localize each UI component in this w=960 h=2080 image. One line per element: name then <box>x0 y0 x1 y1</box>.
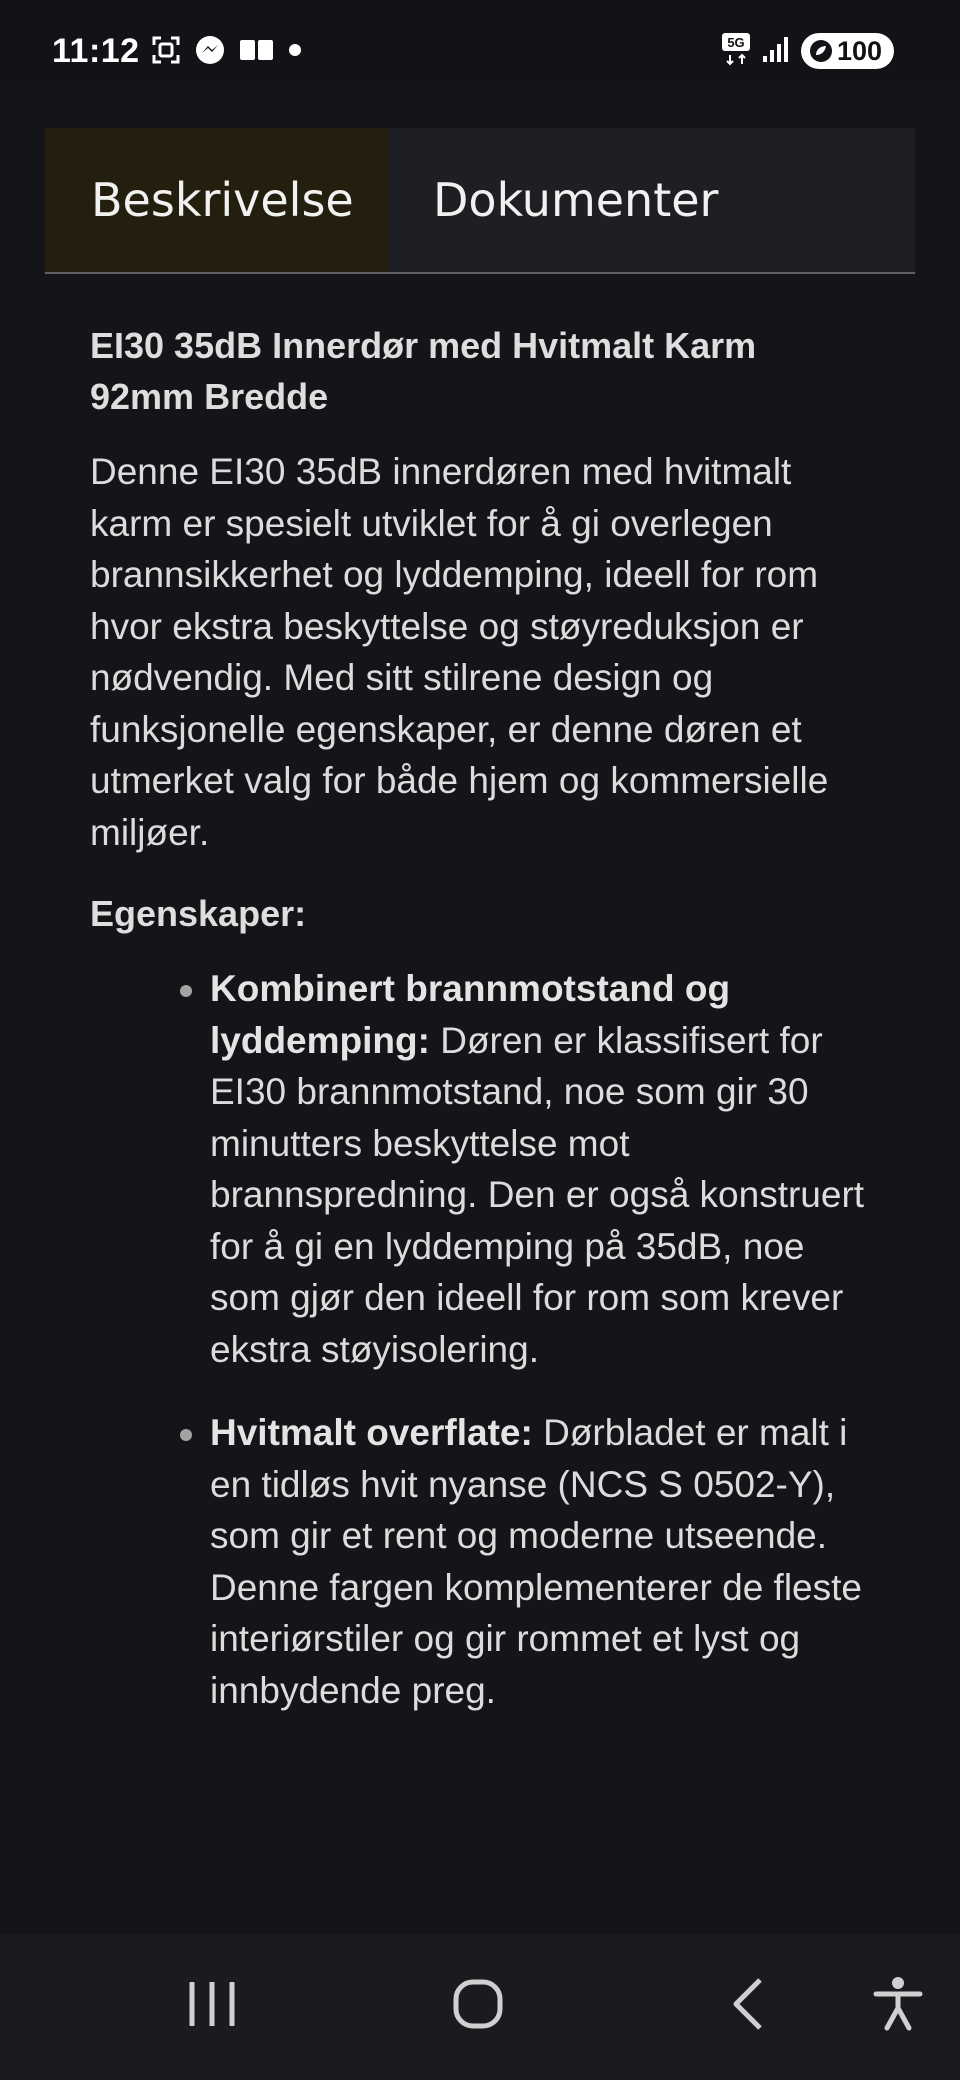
home-icon[interactable] <box>448 1974 508 2039</box>
gallery-icon <box>238 36 276 69</box>
notification-icons <box>150 36 302 68</box>
battery-level: 100 <box>836 35 882 66</box>
feature-text: Døren er klassifisert for EI30 brannmotstand, noe som gir 30 minutters beskyttelse mot brannspredning. Den er også konstruert for å gi en lyddemping på 35dB, noe som gjør den ideell for rom som krever ekstra støyisolering. <box>210 1019 865 1370</box>
features-heading: Egenskaper: <box>90 893 307 934</box>
signal-icon <box>761 34 791 69</box>
feature-item <box>210 963 870 1375</box>
status-time: 11:12 <box>52 32 140 70</box>
screenshot-icon <box>150 34 182 71</box>
battery-indicator <box>801 33 894 69</box>
feature-item <box>210 1407 870 1716</box>
network-5g-icon <box>721 32 751 71</box>
dot-icon <box>288 43 302 62</box>
description-panel <box>90 320 870 1748</box>
system-icons <box>721 32 894 70</box>
tab-bar <box>45 128 915 274</box>
back-icon[interactable] <box>720 1974 780 2039</box>
product-description: Denne EI30 35dB innerdøren med hvitmalt karm er spesielt utviklet for å gi overlegen brannsikkerhet og lyddemping, ideell for rom hvor ekstra beskyttelse og støyreduksjon er nødvendig. Med sitt stilrene design og funksjonelle egenskaper, er denne døren et utmerket valg for både hjem og kommersielle miljøer. <box>90 451 829 853</box>
feature-text: Dørbladet er malt i en tidløs hvit nyanse (NCS S 0502-Y), som gir et rent og moderne utseende. Denne fargen komplementerer de fleste interiørstiler og gir rommet et lyst og innbydende preg. <box>210 1412 862 1711</box>
messenger-icon <box>194 34 226 71</box>
navigation-bar <box>0 1934 960 2080</box>
feature-title: Hvitmalt overflate: <box>210 1412 533 1453</box>
tab-beskrivelse[interactable]: Beskrivelse <box>45 128 388 272</box>
recent-apps-icon[interactable] <box>182 1974 242 2039</box>
features-list <box>90 963 870 1716</box>
accessibility-icon[interactable] <box>868 1974 928 2039</box>
network-label: 5G <box>727 34 745 50</box>
feature-title: Kombinert brannmotstand og lyddemping: <box>210 968 731 1061</box>
tab-dokumenter[interactable]: Dokumenter <box>433 173 719 227</box>
status-bar <box>0 0 960 82</box>
charging-leaf-icon <box>809 39 833 63</box>
product-title: EI30 35dB Innerdør med Hvitmalt Karm 92mm Bredde <box>90 325 757 417</box>
